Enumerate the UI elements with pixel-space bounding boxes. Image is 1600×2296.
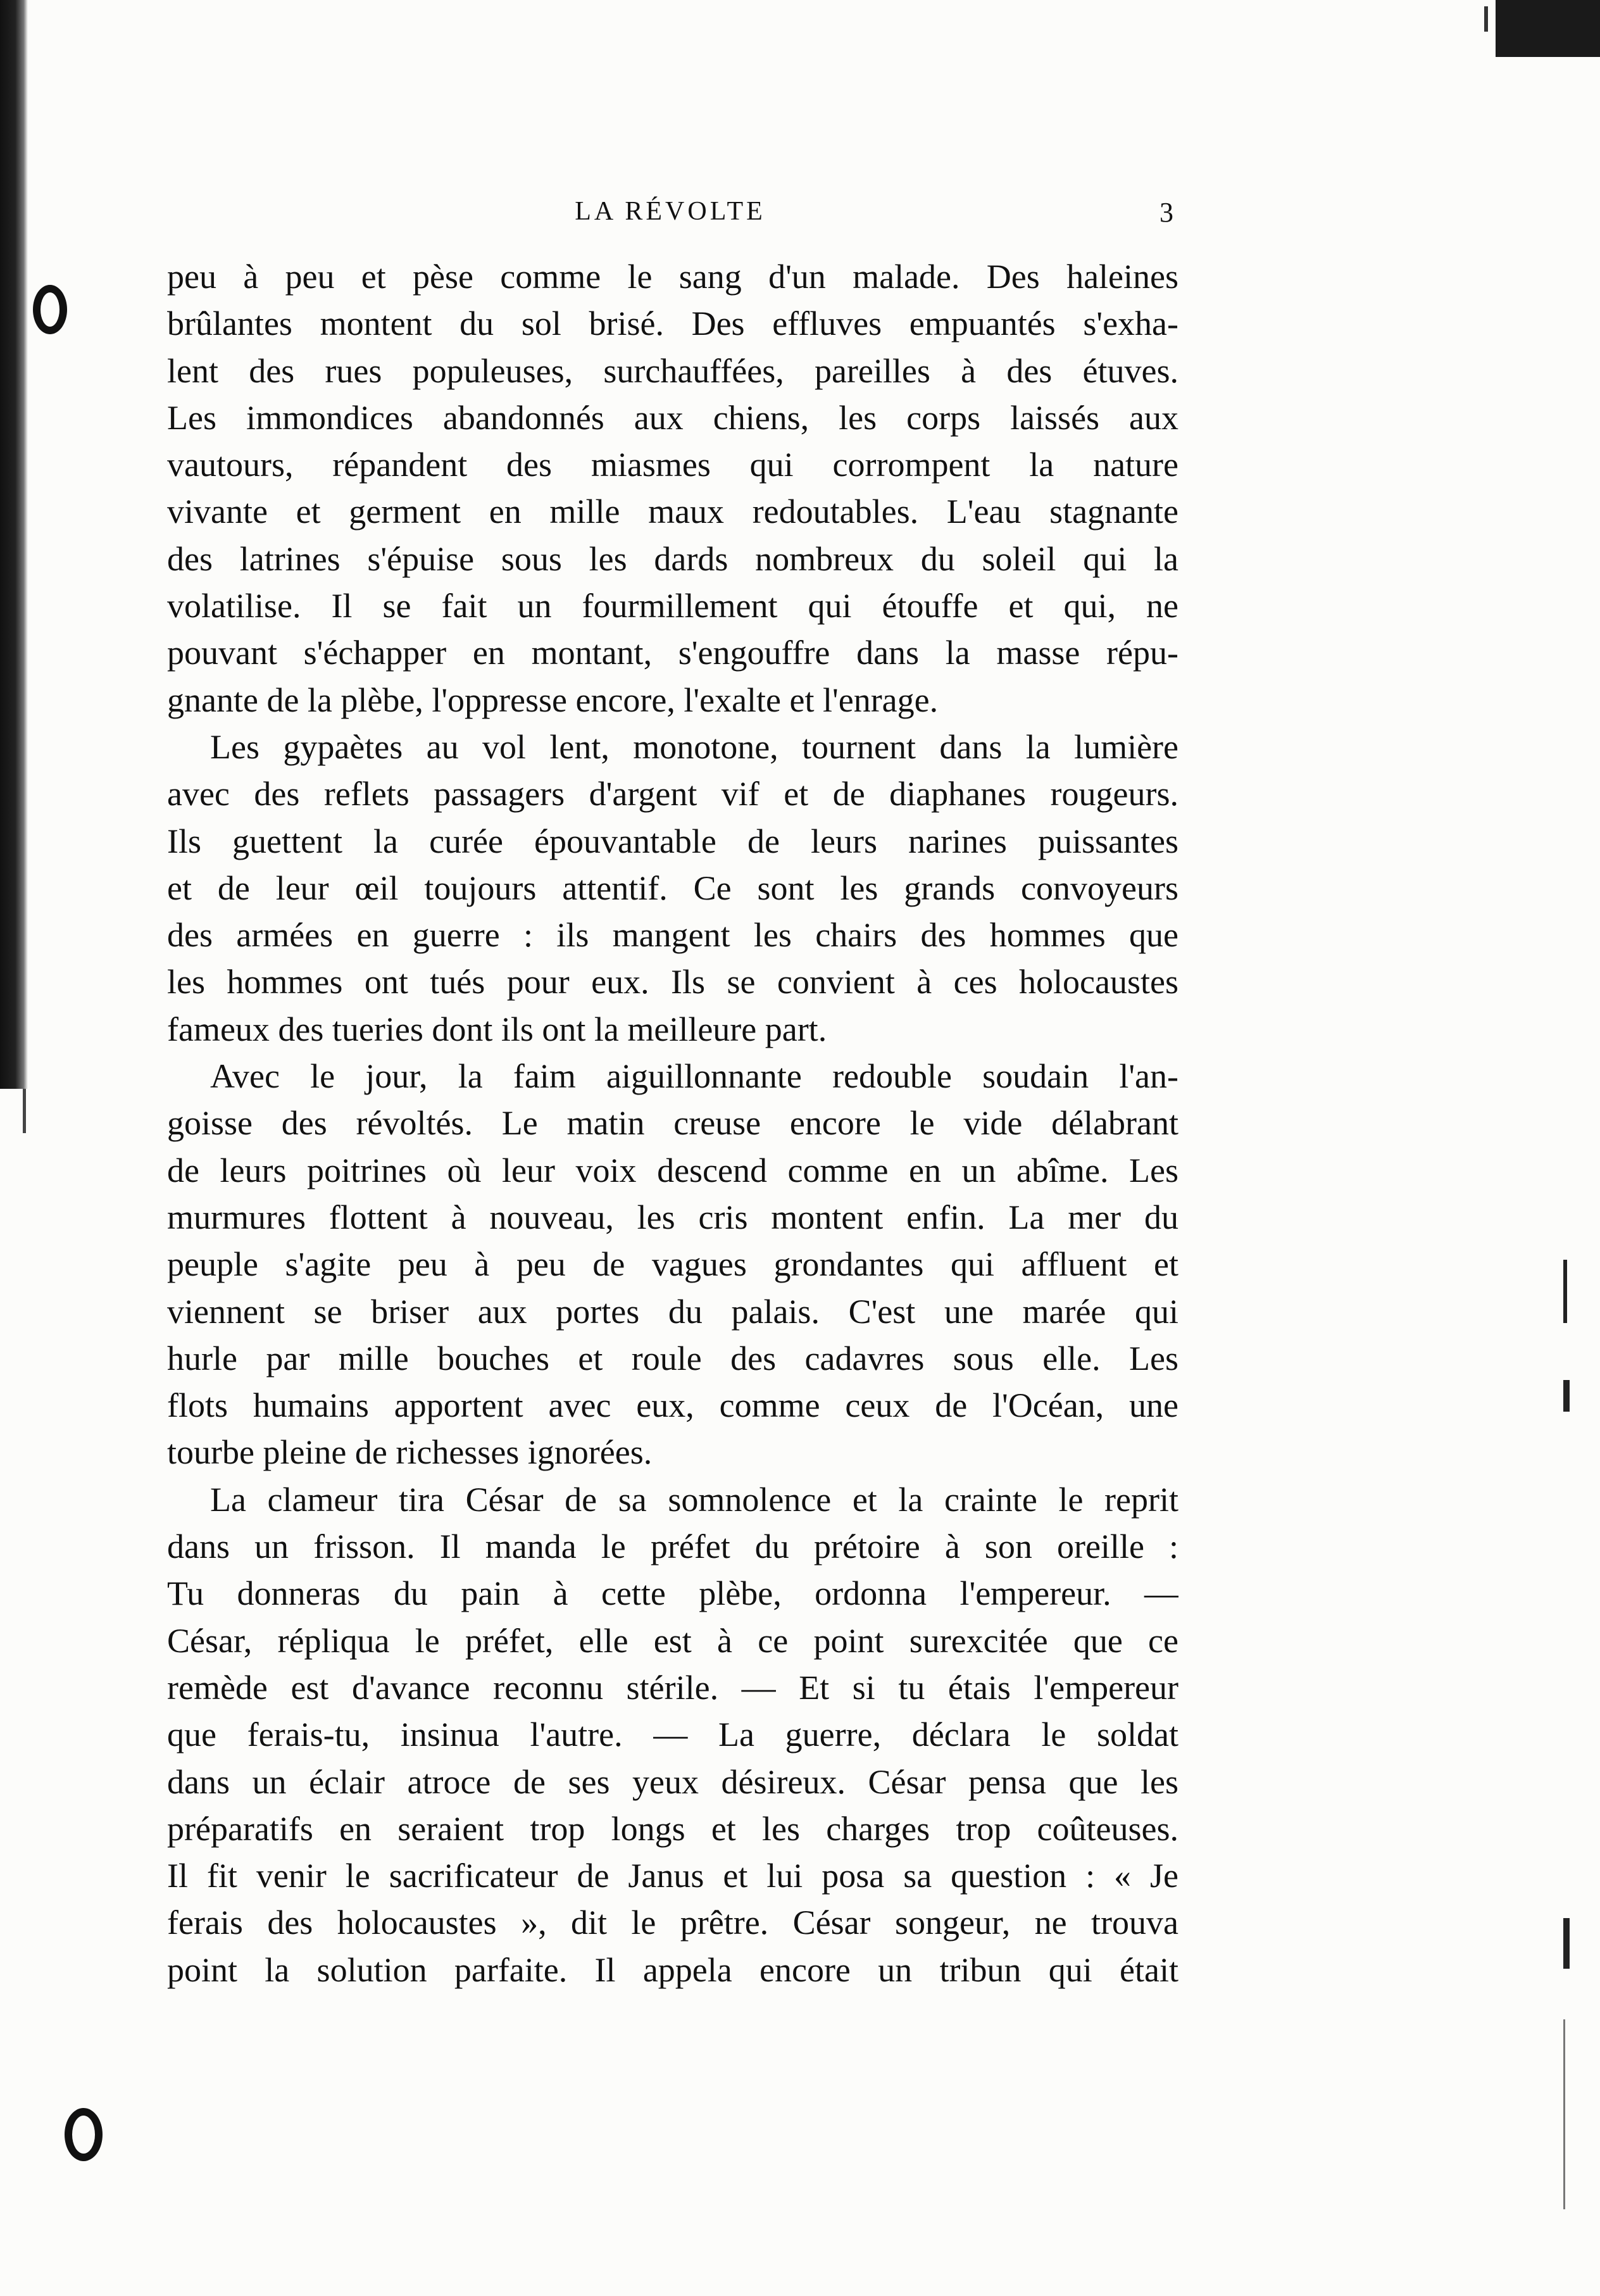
text-line: que ferais-tu, insinua l'autre. — La guerre, déclara le soldat [167,1716,1178,1754]
scan-edge-marks [1563,1234,1576,2184]
text-line: dans un éclair atroce de ses yeux désireux. César pensa que les [167,1762,1178,1801]
scan-mark [1563,2019,1565,2209]
text-line: des latrines s'épuise sous les dards nombreux du soleil qui la [167,539,1178,578]
page-number: 3 [1159,197,1173,228]
text-line: hurle par mille bouches et roule des cadavres sous elle. Les [167,1339,1178,1377]
text-line: flots humains apportent avec eux, comme ceux de l'Océan, une [167,1386,1178,1425]
text-line: goisse des révoltés. Le matin creuse encore le vide délabrant [167,1104,1178,1143]
text-line: des armées en guerre : ils mangent les chairs des hommes que [167,916,1178,955]
scan-corner-tab [1496,0,1600,57]
scan-mark [1563,1380,1570,1412]
text-line: viennent se briser aux portes du palais. C'est une marée qui [167,1292,1178,1331]
text-line: point la solution parfaite. Il appela encore un tribun qui était [167,1950,1178,1989]
scan-binding-edge [0,0,28,1089]
text-line: Tu donneras du pain à cette plèbe, ordonna l'empereur. — [167,1574,1178,1613]
running-title: LA RÉVOLTE [575,197,766,226]
text-line: vautours, répandent des miasmes qui corrompent la nature [167,446,1178,484]
scan-mark [1563,1918,1570,1969]
running-head [167,196,1173,234]
text-line: vivante et germent en mille maux redoutables. L'eau stagnante [167,492,1178,531]
text-line: gnante de la plèbe, l'oppresse encore, l'exalte et l'enrage. [167,681,939,719]
text-line: brûlantes montent du sol brisé. Des effluves empuantés s'exha- [167,304,1178,343]
scan-binding-edge-fragment [23,1089,26,1133]
text-line: pouvant s'échapper en montant, s'engouffre dans la masse répu- [167,634,1178,672]
text-line: de leurs poitrines où leur voix descend comme en un abîme. Les [167,1151,1178,1189]
text-line: César, répliqua le préfet, elle est à ce point surexcitée que ce [167,1621,1178,1660]
text-line: dans un frisson. Il manda le préfet du prétoire à son oreille : [167,1528,1178,1566]
text-line: volatilise. Il se fait un fourmillement qui étouffe et qui, ne [167,587,1178,625]
text-line: avec des reflets passagers d'argent vif et de diaphanes rougeurs. [167,775,1178,813]
text-line: peuple s'agite peu à peu de vagues grondantes qui affluent et [167,1245,1178,1284]
paragraph-first-line: Avec le jour, la faim aiguillonnante redouble soudain l'an- [210,1057,1178,1096]
text-line: les hommes ont tués pour eux. Ils se convient à ces holocaustes [167,963,1178,1001]
text-line: peu à peu et pèse comme le sang d'un malade. Des haleines [167,258,1178,296]
text-line: et de leur œil toujours attentif. Ce sont les grands convoyeurs [167,869,1178,907]
text-line: Il fit venir le sacrificateur de Janus et lui posa sa question : « Je [167,1857,1178,1895]
scan-mark [1563,1260,1567,1323]
text-line: Ils guettent la curée épouvantable de leurs narines puissantes [167,822,1178,860]
text-line: préparatifs en seraient trop longs et les charges trop coûteuses. [167,1809,1178,1848]
text-line: Les immondices abandonnés aux chiens, les corps laissés aux [167,398,1178,437]
body-text [167,253,1178,1993]
text-line: lent des rues populeuses, surchauffées, pareilles à des étuves. [167,351,1178,390]
text-line: ferais des holocaustes », dit le prêtre. César songeur, ne trouva [167,1904,1178,1942]
paragraph-first-line: La clameur tira César de sa somnolence et la crainte le reprit [210,1480,1178,1519]
text-line: tourbe pleine de richesses ignorées. [167,1433,653,1472]
text-line: murmures flottent à nouveau, les cris montent enfin. La mer du [167,1198,1178,1236]
binding-ring-top [33,285,67,334]
binding-ring-bottom [65,2108,103,2161]
text-line: fameux des tueries dont ils ont la meilleure part. [167,1010,827,1048]
text-line: remède est d'avance reconnu stérile. — Et si tu étais l'empereur [167,1668,1178,1707]
paragraph-first-line: Les gypaètes au vol lent, monotone, tournent dans la lumière [210,727,1178,766]
